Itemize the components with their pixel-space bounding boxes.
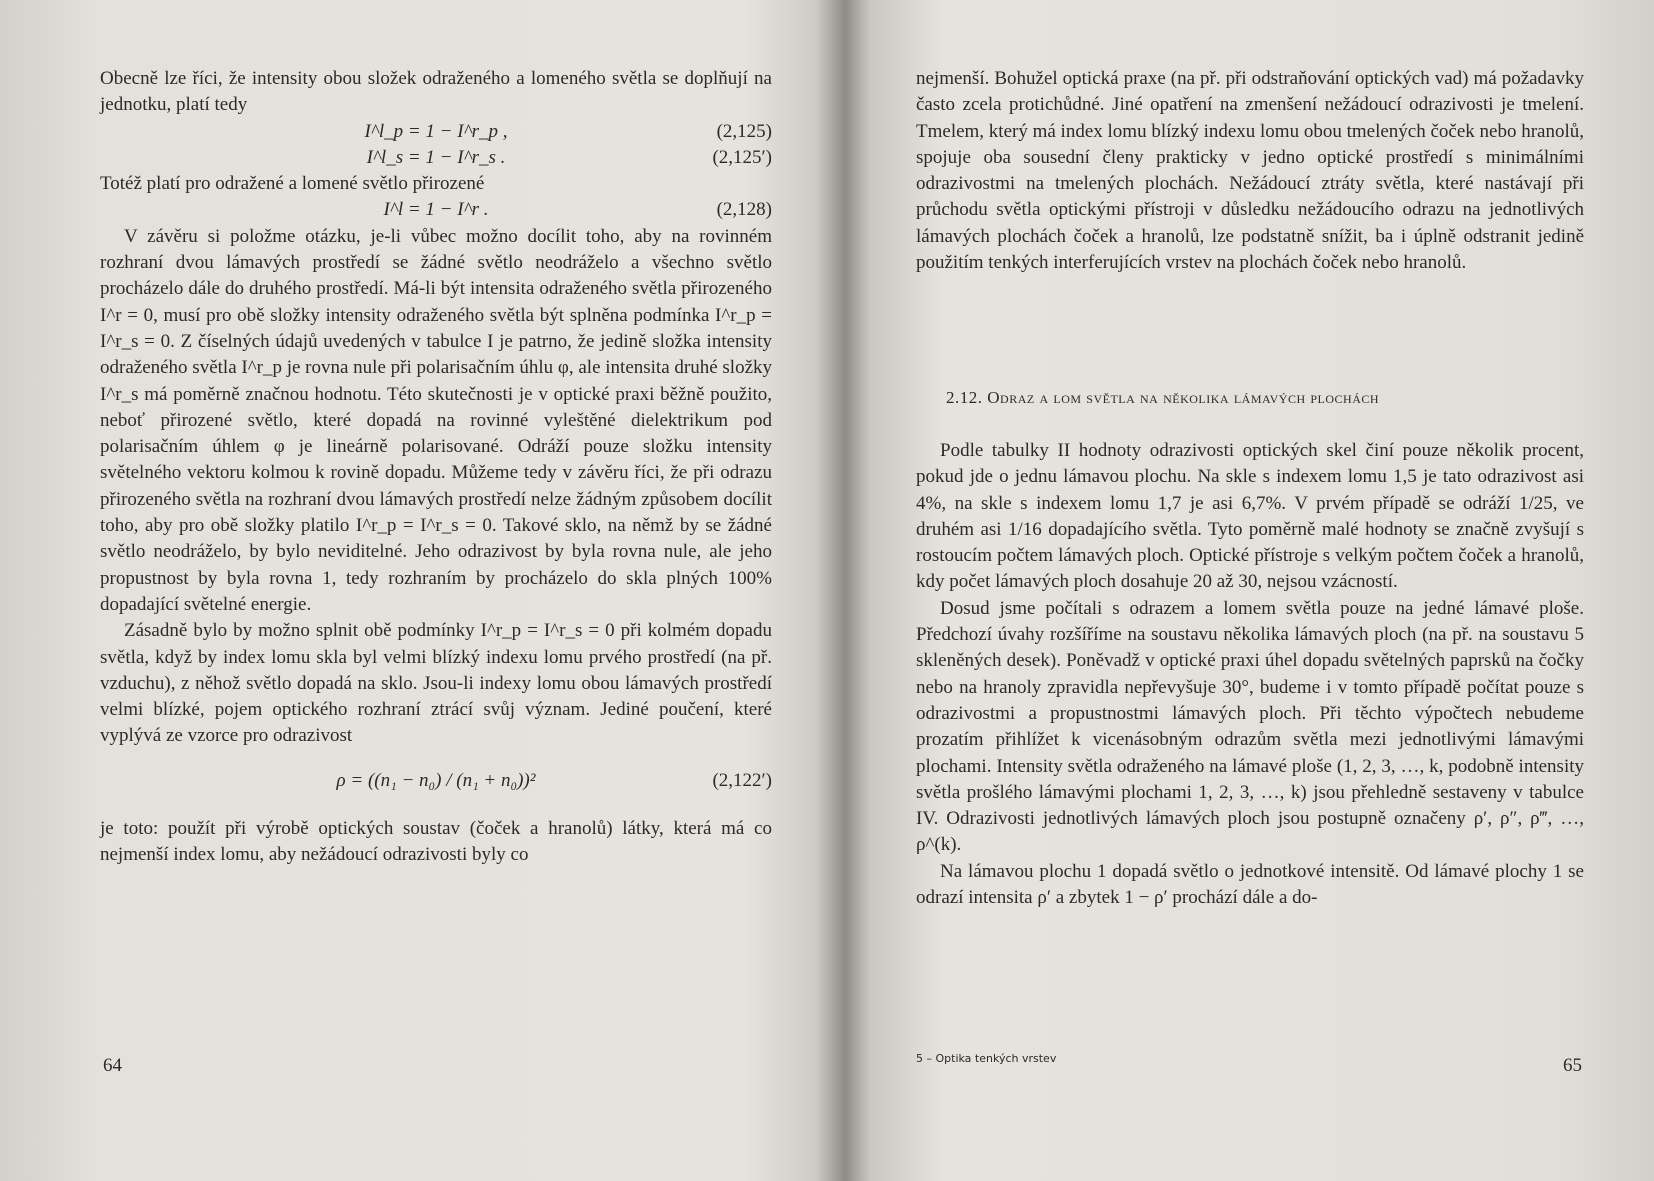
left-paragraph-2: Zásadně bylo by možno splnit obě podmínky I^r_p = I^r_s = 0 při kolmém dopadu světla, když by index lomu skla byl velmi blízký indexu lomu prvého prostředí (na př. vzduchu), z něhož světlo dopadá na sklo. Jsou-li indexy lomu obou lámavých prostředí velmi blízké, pojem optického rozhraní ztrácí svůj význam. Jediné poučení, které vyplývá ze vzorce pro odrazivost [100,620,772,747]
right-paragraph-1: nejmenší. Bohužel optická praxe (na př. při odstraňování optických vad) má požadavky často zcela protichůdné. Jiné opatření na zmenšení nežádoucí odrazivosti je tmelení. Tmelem, který má index lomu blízký indexu lomu obou tmelených čoček nebo hranolů, spojuje oba sousední členy prakticky v jedno optické prostředí s minimálními odrazivostmi na tmelených plochách. Nežádoucí ztráty světla, které nastávají při průchodu světla optickými přístroji v důsledku nežádoucího odrazu na jednotlivých lámavých plochách čoček a hranolů, lze podstatně snížit, ba i úplně odstranit jedině použitím tenkých interferujících vrstev na plochách čoček nebo hranolů. [916,68,1584,274]
right-paragraph-3: Dosud jsme počítali s odrazem a lomem světla pouze na jedné lámavé ploše. Předchozí úvahy rozšíříme na soustavu několika lámavých ploch (na př. na soustavu 5 skleněných desek). Poněvadž v optické praxi úhel dopadu světelných paprsků na čočky nebo na hranoly zpravidla nepřevyšuje 30°, budeme i v tomto případě počítat pouze s odrazivostmi a propustnostmi lámavých ploch. Při těchto výpočtech nebudeme prozatím přihlížet k vicenásobným odrazům světla mezi jednotlivými lámavými plochami. Intensity světla odraženého na lámavé ploše (1, 2, 3, …, k, podobně intensity světla prošlého lámavými plochami 1, 2, 3, …, k) jsou přehledně sestaveny v tabulce IV. Odrazivosti jednotlivých lámavých ploch jsou postupně označeny ρ′, ρ″, ρ‴, …, ρ^(k). [916,597,1584,856]
equation-2-125-prime [100,145,772,171]
natural-light-line: Totéž platí pro odražené a lomené světlo přirozené [100,173,485,195]
section-heading: 2.12. Odraz a lom světla na několika lámavých plochách [946,388,1380,407]
page-number-left: 64 [103,1055,122,1076]
equation-formula: ρ = ((n₁ − n₀) / (n₁ + n₀))² [336,769,536,791]
left-paragraph-3: je toto: použít při výrobě optických soustav (čoček a hranolů) látky, která má co nejmenší index lomu, aby nežádoucí odrazivosti byly co [100,817,772,866]
footer-note: 5 – Optika tenkých vrstev [916,1052,1057,1065]
equation-formula: I^l_p = 1 − I^r_p , [364,120,508,142]
left-page-text [100,66,772,868]
page-number-right: 65 [1563,1055,1582,1076]
equation-number: (2,128) [716,199,772,221]
equation-number: (2,125) [716,120,772,142]
equation-number: (2,122′) [712,769,772,791]
right-page-text [916,66,1584,276]
left-intro: Obecně lze říci, že intensity obou složek odraženého a lomeného světla se doplňují na jednotku, platí tedy [100,68,772,116]
right-paragraph-4: Na lámavou plochu 1 dopadá světlo o jednotkové intensitě. Od lámavé plochy 1 se odrazí intensita ρ′ a zbytek 1 − ρ′ prochází dále a do- [916,860,1584,909]
equation-2-125 [100,119,772,145]
equation-formula: I^l = 1 − I^r . [383,199,489,221]
right-paragraph-2: Podle tabulky II hodnoty odrazivosti optických skel činí pouze několik procent, pokud jde o jednu lámavou plochu. Na skle s indexem lomu 1,5 je tato odrazivost asi 4%, na skle s indexem lomu 1,7 je asi 6,7%. V prvém případě se odráží 1/25, ve druhém asi 1/16 dopadajícího světla. Tyto poměrně malé hodnoty se značně zvyšují s rostoucím počtem lámavých ploch. Optické přístroje s velkým počtem čoček a hranolů, kdy počet lámavých ploch dosahuje 20 až 30, nejsou vzácností. [916,440,1584,593]
left-paragraph-1: V závěru si položme otázku, je-li vůbec možno docílit toho, aby na rovinném rozhraní dvou lámavých prostředí se žádné světlo neodráželo a všechno světlo procházelo dále do druhého prostředí. Má-li být intensita odraženého světla přirozeného I^r = 0, musí pro obě složky intensity odraženého světla být splněna podmínka I^r_p = I^r_s = 0. Z číselných údajů uvedených v tabulce I je patrno, že jedině složka intensity odraženého světla I^r_p je rovna nule při polarisačním úhlu φ, ale intensita druhé složky I^r_s má poměrně značnou hodnotu. Této skutečnosti je v optické praxi běžně použito, neboť přirozené světlo, které dopadá na rovinné vyleštěné dielektrikum pod polarisačním úhlem φ je lineárně polarisované. Odráží pouze složku intensity světelného vektoru kolmou k rovině dopadu. Můžeme tedy v závěru říci, že při odrazu přirozeného světla na rozhraní dvou lámavých prostředí nelze žádným způsobem docílit toho, aby pro obě složky platilo I^r_p = I^r_s = 0. Takové sklo, na němž by se žádné světlo neodráželo, by bylo neviditelné. Jeho odrazivost by byla rovna nule, ale jeho propustnost by byla rovna 1, tedy rozhraním by procházelo do skla plných 100% dopadající světelné energie. [100,225,773,615]
right-page-text-lower [916,438,1584,911]
equation-2-128 [100,197,772,223]
equation-2-122-prime [100,754,772,810]
equation-formula: I^l_s = 1 − I^r_s . [366,146,506,168]
equation-number: (2,125′) [712,146,772,168]
